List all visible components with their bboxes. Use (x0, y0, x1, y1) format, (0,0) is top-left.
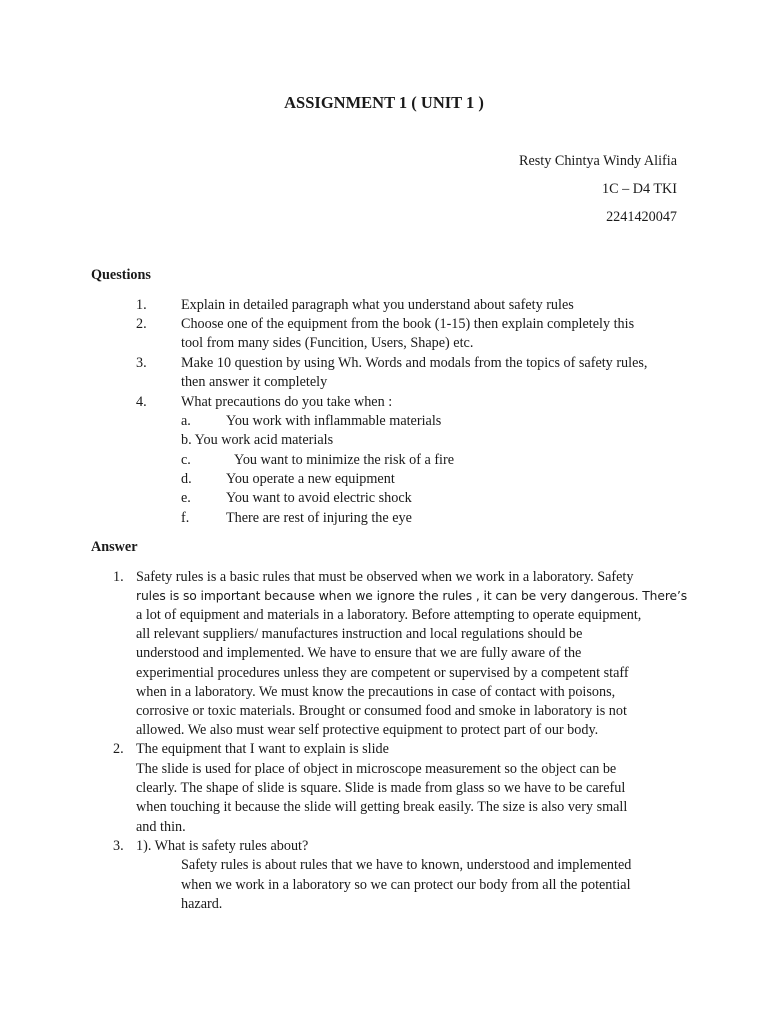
answer-number: 2. (113, 741, 124, 757)
question-text: Make 10 question by using Wh. Words and modals from the topics of safety rules, (181, 355, 648, 371)
sub-item-letter: a. (181, 413, 191, 429)
sub-item-text: You operate a new equipment (226, 471, 395, 487)
answer-line: when we work in a laboratory so we can protect our body from all the potential (181, 877, 631, 893)
answer-line: hazard. (181, 896, 223, 912)
page-title: ASSIGNMENT 1 ( UNIT 1 ) (284, 93, 484, 112)
questions-heading: Questions (91, 267, 151, 283)
question-text: tool from many sides (Funcition, Users, Shape) etc. (181, 335, 474, 351)
question-number: 2. (136, 316, 147, 332)
answer-line: corrosive or toxic materials. Brought or consumed food and smoke in laboratory is not (136, 703, 627, 719)
answer-line: clearly. The shape of slide is square. Slide is made from glass so we have to be careful (136, 780, 626, 796)
sub-item-text: You want to avoid electric shock (226, 490, 412, 506)
question-text: then answer it completely (181, 374, 328, 390)
question-text: Choose one of the equipment from the book (1-15) then explain completely this (181, 316, 635, 332)
question-number: 4. (136, 394, 147, 410)
question-number: 3. (136, 355, 147, 371)
sub-item-text: You want to minimize the risk of a fire (234, 452, 455, 468)
answer-line: 1). What is safety rules about? (136, 838, 309, 854)
question-number: 1. (136, 297, 147, 313)
answer-line: rules is so important because when we ignore the rules , it can be very dangerous. There’s (136, 589, 688, 603)
answer-line: The equipment that I want to explain is slide (136, 741, 389, 757)
sub-item-letter: f. (181, 510, 190, 526)
answer-line: when in a laboratory. We must know the precautions in case of contact with poisons, (136, 684, 616, 700)
author-name: Resty Chintya Windy Alifia (519, 153, 677, 169)
answer-line: Safety rules is a basic rules that must be observed when we work in a laboratory. Safety (136, 569, 634, 585)
answer-heading: Answer (91, 539, 138, 555)
sub-item-letter: d. (181, 471, 192, 487)
sub-item-letter: c. (181, 452, 191, 468)
question-text: Explain in detailed paragraph what you understand about safety rules (181, 297, 574, 313)
author-id: 2241420047 (606, 209, 677, 225)
answer-number: 3. (113, 838, 124, 854)
sub-item-text: You work with inflammable materials (226, 413, 442, 429)
sub-item-letter: e. (181, 490, 191, 506)
question-text: What precautions do you take when : (181, 394, 393, 410)
answer-number: 1. (113, 569, 124, 585)
author-class: 1C – D4 TKI (601, 181, 677, 197)
answer-line: a lot of equipment and materials in a laboratory. Before attempting to operate equipment, (136, 607, 642, 623)
answer-line: understood and implemented. We have to ensure that we are fully aware of the (136, 645, 582, 661)
answer-line: The slide is used for place of object in microscope measurement so the object can be (136, 761, 617, 777)
answer-line: when touching it because the slide will getting break easily. The size is also very small (136, 799, 628, 815)
answer-line: and thin. (136, 819, 186, 835)
answer-line: experimential procedures unless they are competent or supervised by a competent staff (136, 665, 629, 681)
answer-line: all relevant suppliers/ manufactures instruction and local regulations should be (136, 626, 583, 642)
answer-line: Safety rules is about rules that we have to known, understood and implemented (181, 857, 632, 873)
sub-item-text: b. You work acid materials (181, 432, 334, 448)
answer-line: allowed. We also must wear self protective equipment to protect part of our body. (136, 722, 599, 738)
sub-item-text: There are rest of injuring the eye (226, 510, 412, 526)
